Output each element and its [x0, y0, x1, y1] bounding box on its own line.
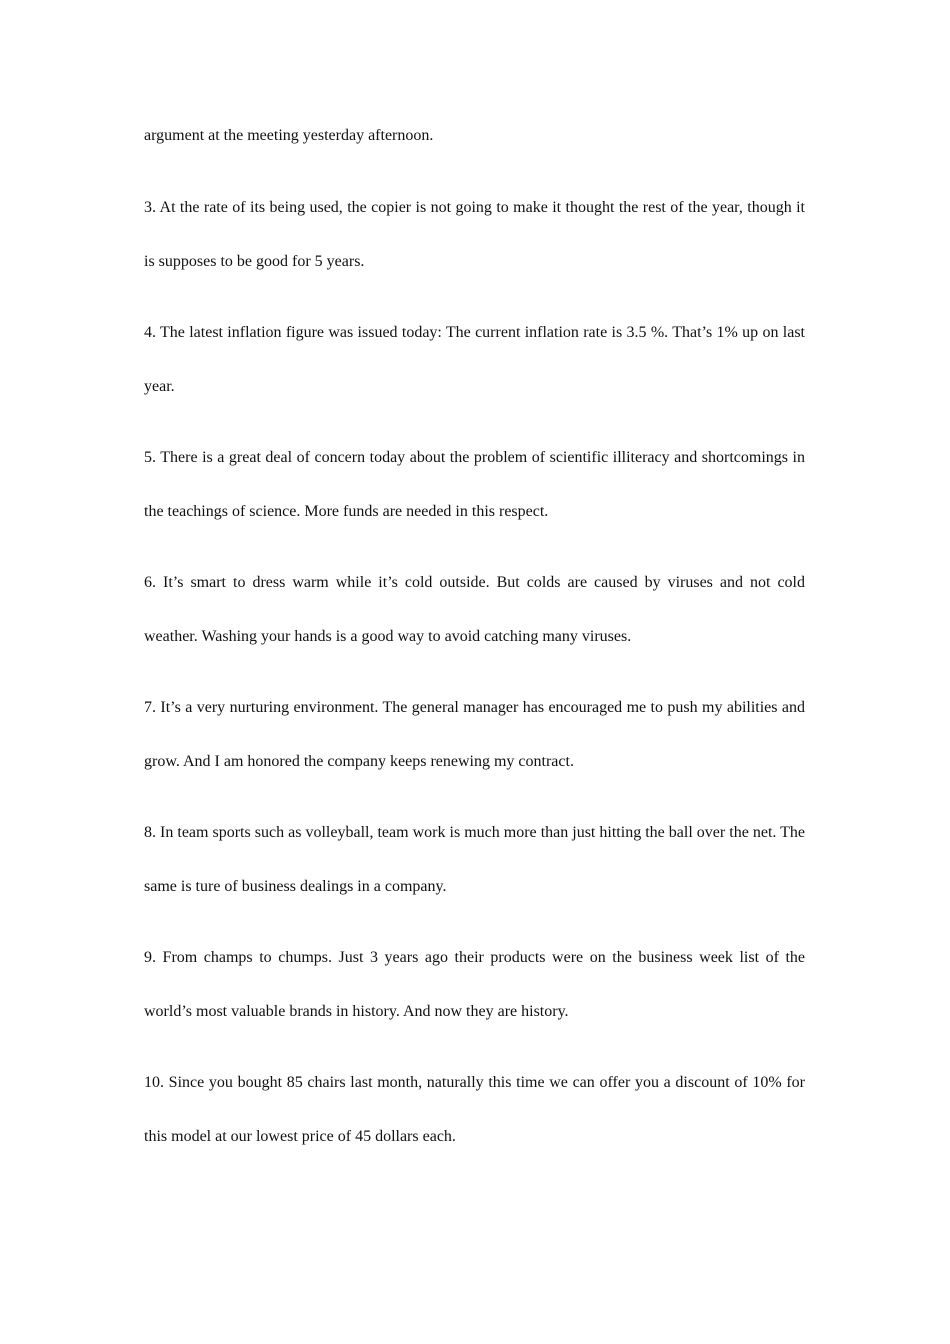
list-item-6: 6. It’s smart to dress warm while it’s cold outside. But colds are caused by viruses and not cold weather. Washing your hands is a good way to avoid catching many viruses.: [144, 574, 805, 645]
list-item-4: 4. The latest inflation figure was issued today: The current inflation rate is 3.5 %. That’s 1% up on last year.: [144, 324, 805, 395]
list-item-7: 7. It’s a very nurturing environment. The general manager has encouraged me to push my abilities and grow. And I am honored the company keeps renewing my contract.: [144, 699, 805, 770]
list-item-3: 3. At the rate of its being used, the copier is not going to make it thought the rest of the year, though it is supposes to be good for 5 years.: [144, 199, 805, 270]
list-item-8: 8. In team sports such as volleyball, team work is much more than just hitting the ball over the net. The same is ture of business dealings in a company.: [144, 824, 805, 895]
list-item-5: 5. There is a great deal of concern today about the problem of scientific illiteracy and shortcomings in the teachings of science. More funds are needed in this respect.: [144, 449, 805, 520]
continuation-paragraph: argument at the meeting yesterday afternoon.: [144, 127, 434, 144]
list-item-9: 9. From champs to chumps. Just 3 years ago their products were on the business week list of the world’s most valuable brands in history. And now they are history.: [144, 949, 805, 1020]
list-item-10: 10. Since you bought 85 chairs last month, naturally this time we can offer you a discount of 10% for this model at our lowest price of 45 dollars each.: [144, 1074, 805, 1145]
